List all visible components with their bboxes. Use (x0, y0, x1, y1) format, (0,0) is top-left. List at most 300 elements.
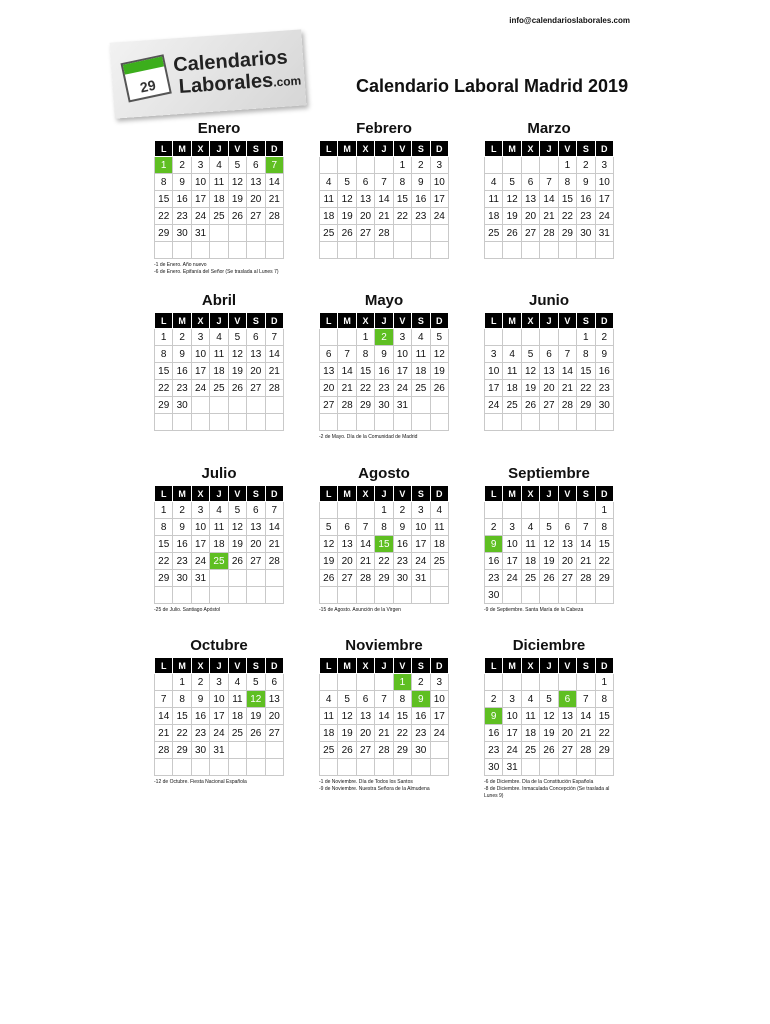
weekday-header: L (485, 141, 503, 157)
week-row (155, 225, 284, 242)
empty-day-cell (577, 674, 595, 691)
day-cell: 29 (155, 225, 173, 242)
day-cell: 21 (375, 208, 393, 225)
empty-day-cell (247, 742, 265, 759)
week-row (320, 329, 449, 346)
week-row (155, 397, 284, 414)
day-cell: 17 (191, 191, 209, 208)
week-row (320, 570, 449, 587)
weekday-header: D (265, 658, 283, 674)
day-cell: 13 (338, 536, 356, 553)
week-row (320, 691, 449, 708)
day-cell: 5 (228, 157, 246, 174)
day-cell: 30 (412, 742, 430, 759)
day-cell: 8 (558, 174, 576, 191)
week-row (485, 587, 614, 604)
day-cell: 8 (173, 691, 191, 708)
day-cell: 24 (191, 553, 209, 570)
empty-day-cell (558, 759, 576, 776)
day-cell: 3 (430, 674, 448, 691)
day-cell: 24 (210, 725, 228, 742)
empty-day-cell (338, 414, 356, 431)
empty-day-cell (320, 587, 338, 604)
day-cell: 30 (393, 570, 411, 587)
weekday-header-row (155, 486, 284, 502)
day-cell: 26 (247, 725, 265, 742)
day-cell: 11 (210, 346, 228, 363)
month-title: Septiembre (508, 465, 590, 482)
day-cell: 4 (320, 174, 338, 191)
week-row (485, 519, 614, 536)
day-cell: 22 (155, 553, 173, 570)
weekday-header: M (173, 141, 191, 157)
day-cell: 28 (265, 380, 283, 397)
weekday-header: J (210, 141, 228, 157)
day-cell: 6 (320, 346, 338, 363)
day-cell: 29 (155, 570, 173, 587)
empty-day-cell (265, 759, 283, 776)
day-cell: 7 (375, 691, 393, 708)
empty-day-cell (247, 414, 265, 431)
day-cell: 8 (393, 691, 411, 708)
empty-day-cell (595, 587, 613, 604)
day-cell: 12 (338, 191, 356, 208)
day-cell: 20 (521, 208, 539, 225)
empty-day-cell (356, 674, 374, 691)
weekday-header: J (375, 141, 393, 157)
holiday-notes (484, 779, 614, 800)
empty-day-cell (503, 587, 521, 604)
day-cell: 28 (356, 570, 374, 587)
holiday-notes (319, 434, 449, 441)
week-row (155, 157, 284, 174)
weekday-header-row (155, 313, 284, 329)
day-cell: 12 (338, 708, 356, 725)
empty-day-cell (375, 414, 393, 431)
day-cell: 18 (503, 380, 521, 397)
week-row (155, 380, 284, 397)
empty-day-cell (521, 329, 539, 346)
day-cell: 16 (412, 191, 430, 208)
day-cell: 14 (577, 536, 595, 553)
holiday-day-cell: 2 (375, 329, 393, 346)
empty-day-cell (393, 759, 411, 776)
empty-day-cell (356, 587, 374, 604)
day-cell: 21 (265, 363, 283, 380)
weekday-header: D (265, 313, 283, 329)
week-row (155, 708, 284, 725)
empty-day-cell (191, 397, 209, 414)
weekday-header: S (577, 658, 595, 674)
weekday-header: M (503, 313, 521, 329)
empty-day-cell (430, 742, 448, 759)
empty-day-cell (338, 759, 356, 776)
week-row (485, 502, 614, 519)
day-cell: 10 (191, 519, 209, 536)
weekday-header: L (155, 658, 173, 674)
weekday-header: L (320, 658, 338, 674)
weekday-header: D (595, 658, 613, 674)
day-cell: 27 (356, 742, 374, 759)
weekday-header: V (228, 141, 246, 157)
day-cell: 15 (356, 363, 374, 380)
day-cell: 26 (338, 742, 356, 759)
empty-day-cell (503, 414, 521, 431)
holiday-notes (319, 779, 449, 793)
empty-day-cell (338, 329, 356, 346)
day-cell: 27 (558, 742, 576, 759)
month-abril (154, 290, 284, 431)
holiday-day-cell: 9 (485, 708, 503, 725)
empty-day-cell (540, 759, 558, 776)
empty-day-cell (228, 414, 246, 431)
day-cell: 2 (173, 157, 191, 174)
weekday-header: J (375, 486, 393, 502)
month-title: Octubre (190, 637, 248, 654)
weekday-header: S (247, 313, 265, 329)
day-cell: 27 (521, 225, 539, 242)
day-cell: 19 (338, 725, 356, 742)
day-cell: 20 (247, 363, 265, 380)
empty-day-cell (210, 587, 228, 604)
day-cell: 20 (558, 725, 576, 742)
empty-day-cell (320, 674, 338, 691)
week-row (320, 363, 449, 380)
week-row (320, 742, 449, 759)
day-cell: 8 (577, 346, 595, 363)
day-cell: 3 (210, 674, 228, 691)
day-cell: 6 (558, 519, 576, 536)
weekday-header: V (558, 486, 576, 502)
day-cell: 22 (558, 208, 576, 225)
day-cell: 13 (247, 519, 265, 536)
day-cell: 14 (375, 191, 393, 208)
month-noviembre (319, 635, 449, 793)
empty-day-cell (558, 242, 576, 259)
day-cell: 14 (265, 519, 283, 536)
weekday-header: M (338, 658, 356, 674)
day-cell: 11 (503, 363, 521, 380)
month-table (154, 312, 284, 431)
weekday-header: S (412, 141, 430, 157)
empty-day-cell (393, 587, 411, 604)
day-cell: 18 (521, 725, 539, 742)
week-row (320, 157, 449, 174)
month-title: Abril (201, 292, 237, 309)
month-table (154, 657, 284, 776)
day-cell: 8 (393, 174, 411, 191)
day-cell: 29 (375, 570, 393, 587)
day-cell: 8 (155, 174, 173, 191)
day-cell: 23 (577, 208, 595, 225)
day-cell: 9 (173, 519, 191, 536)
month-octubre (154, 635, 284, 786)
empty-day-cell (191, 759, 209, 776)
day-cell: 24 (595, 208, 613, 225)
empty-day-cell (558, 414, 576, 431)
day-cell: 6 (521, 174, 539, 191)
day-cell: 10 (191, 346, 209, 363)
week-row (320, 519, 449, 536)
day-cell: 1 (356, 329, 374, 346)
day-cell: 14 (356, 536, 374, 553)
month-table (154, 485, 284, 604)
day-cell: 21 (356, 553, 374, 570)
week-row (320, 759, 449, 776)
day-cell: 28 (375, 225, 393, 242)
day-cell: 15 (155, 363, 173, 380)
weekday-header-row (155, 141, 284, 157)
day-cell: 27 (356, 225, 374, 242)
day-cell: 29 (173, 742, 191, 759)
day-cell: 20 (356, 208, 374, 225)
day-cell: 23 (191, 725, 209, 742)
day-cell: 5 (228, 502, 246, 519)
week-row (485, 674, 614, 691)
week-row (485, 174, 614, 191)
day-cell: 28 (265, 208, 283, 225)
day-cell: 10 (210, 691, 228, 708)
weekday-header: D (430, 658, 448, 674)
empty-day-cell (191, 414, 209, 431)
holiday-note: -1 de Enero. Año nuevo (154, 262, 207, 268)
empty-day-cell (265, 397, 283, 414)
empty-day-cell (503, 502, 521, 519)
day-cell: 26 (228, 553, 246, 570)
day-cell: 4 (430, 502, 448, 519)
day-cell: 22 (155, 380, 173, 397)
empty-day-cell (155, 759, 173, 776)
empty-day-cell (173, 414, 191, 431)
holiday-notes (484, 607, 614, 614)
day-cell: 1 (577, 329, 595, 346)
empty-day-cell (320, 759, 338, 776)
day-cell: 1 (595, 674, 613, 691)
empty-day-cell (338, 242, 356, 259)
day-cell: 20 (265, 708, 283, 725)
empty-day-cell (375, 587, 393, 604)
holiday-note: -9 de Septiembre. Santa María de la Cabeza (484, 607, 584, 613)
day-cell: 19 (540, 725, 558, 742)
day-cell: 23 (412, 725, 430, 742)
week-row (485, 725, 614, 742)
empty-day-cell (265, 242, 283, 259)
day-cell: 5 (228, 329, 246, 346)
month-table (319, 140, 449, 259)
day-cell: 24 (191, 208, 209, 225)
empty-day-cell (412, 759, 430, 776)
day-cell: 3 (191, 329, 209, 346)
empty-day-cell (412, 587, 430, 604)
day-cell: 12 (228, 174, 246, 191)
empty-day-cell (577, 502, 595, 519)
weekday-header: J (375, 313, 393, 329)
weekday-header: V (558, 658, 576, 674)
day-cell: 19 (247, 708, 265, 725)
weekday-header: M (503, 658, 521, 674)
day-cell: 22 (595, 725, 613, 742)
day-cell: 17 (595, 191, 613, 208)
week-row (155, 570, 284, 587)
day-cell: 17 (485, 380, 503, 397)
week-row (155, 502, 284, 519)
empty-day-cell (338, 587, 356, 604)
empty-day-cell (228, 242, 246, 259)
weekday-header: L (485, 313, 503, 329)
empty-day-cell (540, 674, 558, 691)
weekday-header-row (155, 658, 284, 674)
day-cell: 23 (485, 742, 503, 759)
day-cell: 8 (595, 691, 613, 708)
empty-day-cell (191, 587, 209, 604)
day-cell: 9 (412, 174, 430, 191)
day-cell: 22 (155, 208, 173, 225)
day-cell: 30 (375, 397, 393, 414)
holiday-notes (154, 607, 284, 614)
empty-day-cell (577, 414, 595, 431)
day-cell: 12 (540, 708, 558, 725)
week-row (485, 742, 614, 759)
day-cell: 17 (191, 363, 209, 380)
empty-day-cell (210, 759, 228, 776)
day-cell: 23 (393, 553, 411, 570)
day-cell: 10 (430, 174, 448, 191)
logo-badge: 29 (138, 76, 158, 96)
holiday-note: -9 de Noviembre. Nuestra Señora de la Almudena (319, 786, 430, 792)
month-julio (154, 463, 284, 614)
day-cell: 28 (338, 397, 356, 414)
empty-day-cell (521, 587, 539, 604)
day-cell: 5 (540, 691, 558, 708)
day-cell: 14 (540, 191, 558, 208)
week-row (320, 674, 449, 691)
week-row (155, 725, 284, 742)
day-cell: 13 (320, 363, 338, 380)
day-cell: 12 (228, 346, 246, 363)
holiday-note: -25 de Julio. Santiago Apóstol (154, 607, 221, 613)
holiday-notes (319, 607, 449, 614)
week-row (155, 587, 284, 604)
empty-day-cell (540, 329, 558, 346)
empty-day-cell (430, 587, 448, 604)
day-cell: 28 (540, 225, 558, 242)
day-cell: 15 (173, 708, 191, 725)
week-row (320, 414, 449, 431)
week-row (485, 553, 614, 570)
weekday-header: V (228, 313, 246, 329)
week-row (320, 725, 449, 742)
day-cell: 26 (540, 742, 558, 759)
week-row (320, 708, 449, 725)
day-cell: 25 (228, 725, 246, 742)
day-cell: 3 (393, 329, 411, 346)
day-cell: 16 (485, 725, 503, 742)
day-cell: 4 (320, 691, 338, 708)
empty-day-cell (210, 242, 228, 259)
month-table (319, 485, 449, 604)
month-mayo (319, 290, 449, 441)
day-cell: 14 (558, 363, 576, 380)
day-cell: 27 (247, 208, 265, 225)
day-cell: 29 (558, 225, 576, 242)
empty-day-cell (356, 242, 374, 259)
empty-day-cell (485, 242, 503, 259)
weekday-header: V (393, 486, 411, 502)
month-title: Julio (201, 465, 237, 482)
empty-day-cell (503, 157, 521, 174)
day-cell: 17 (191, 536, 209, 553)
empty-day-cell (393, 414, 411, 431)
day-cell: 9 (595, 346, 613, 363)
day-cell: 11 (430, 519, 448, 536)
day-cell: 27 (320, 397, 338, 414)
empty-day-cell (540, 414, 558, 431)
empty-day-cell (173, 587, 191, 604)
day-cell: 6 (356, 174, 374, 191)
month-title: Junio (529, 292, 569, 309)
month-table (319, 312, 449, 431)
weekday-header: X (356, 313, 374, 329)
week-row (320, 380, 449, 397)
day-cell: 5 (521, 346, 539, 363)
week-row (155, 174, 284, 191)
day-cell: 29 (393, 742, 411, 759)
empty-day-cell (356, 157, 374, 174)
week-row (320, 553, 449, 570)
weekday-header: M (338, 486, 356, 502)
contact-email[interactable]: info@calendarioslaborales.com (509, 16, 630, 25)
empty-day-cell (228, 759, 246, 776)
empty-day-cell (338, 502, 356, 519)
day-cell: 19 (540, 553, 558, 570)
weekday-header: L (320, 141, 338, 157)
day-cell: 1 (155, 502, 173, 519)
day-cell: 18 (210, 191, 228, 208)
weekday-header-row (485, 486, 614, 502)
day-cell: 12 (503, 191, 521, 208)
day-cell: 26 (521, 397, 539, 414)
day-cell: 14 (577, 708, 595, 725)
day-cell: 11 (320, 708, 338, 725)
day-cell: 4 (485, 174, 503, 191)
day-cell: 15 (595, 708, 613, 725)
week-row (485, 329, 614, 346)
day-cell: 10 (595, 174, 613, 191)
logo-text-line2: Laborales.com (178, 69, 302, 99)
month-title: Marzo (527, 120, 571, 137)
day-cell: 21 (155, 725, 173, 742)
day-cell: 25 (320, 742, 338, 759)
day-cell: 24 (430, 725, 448, 742)
weekday-header: M (173, 658, 191, 674)
empty-day-cell (155, 414, 173, 431)
week-row (155, 674, 284, 691)
weekday-header: X (356, 141, 374, 157)
week-row (155, 363, 284, 380)
day-cell: 27 (247, 380, 265, 397)
day-cell: 10 (191, 174, 209, 191)
day-cell: 26 (228, 208, 246, 225)
day-cell: 21 (577, 725, 595, 742)
day-cell: 17 (430, 191, 448, 208)
day-cell: 31 (412, 570, 430, 587)
day-cell: 31 (393, 397, 411, 414)
day-cell: 16 (577, 191, 595, 208)
weekday-header: V (228, 486, 246, 502)
empty-day-cell (247, 397, 265, 414)
week-row (485, 536, 614, 553)
weekday-header: L (320, 313, 338, 329)
